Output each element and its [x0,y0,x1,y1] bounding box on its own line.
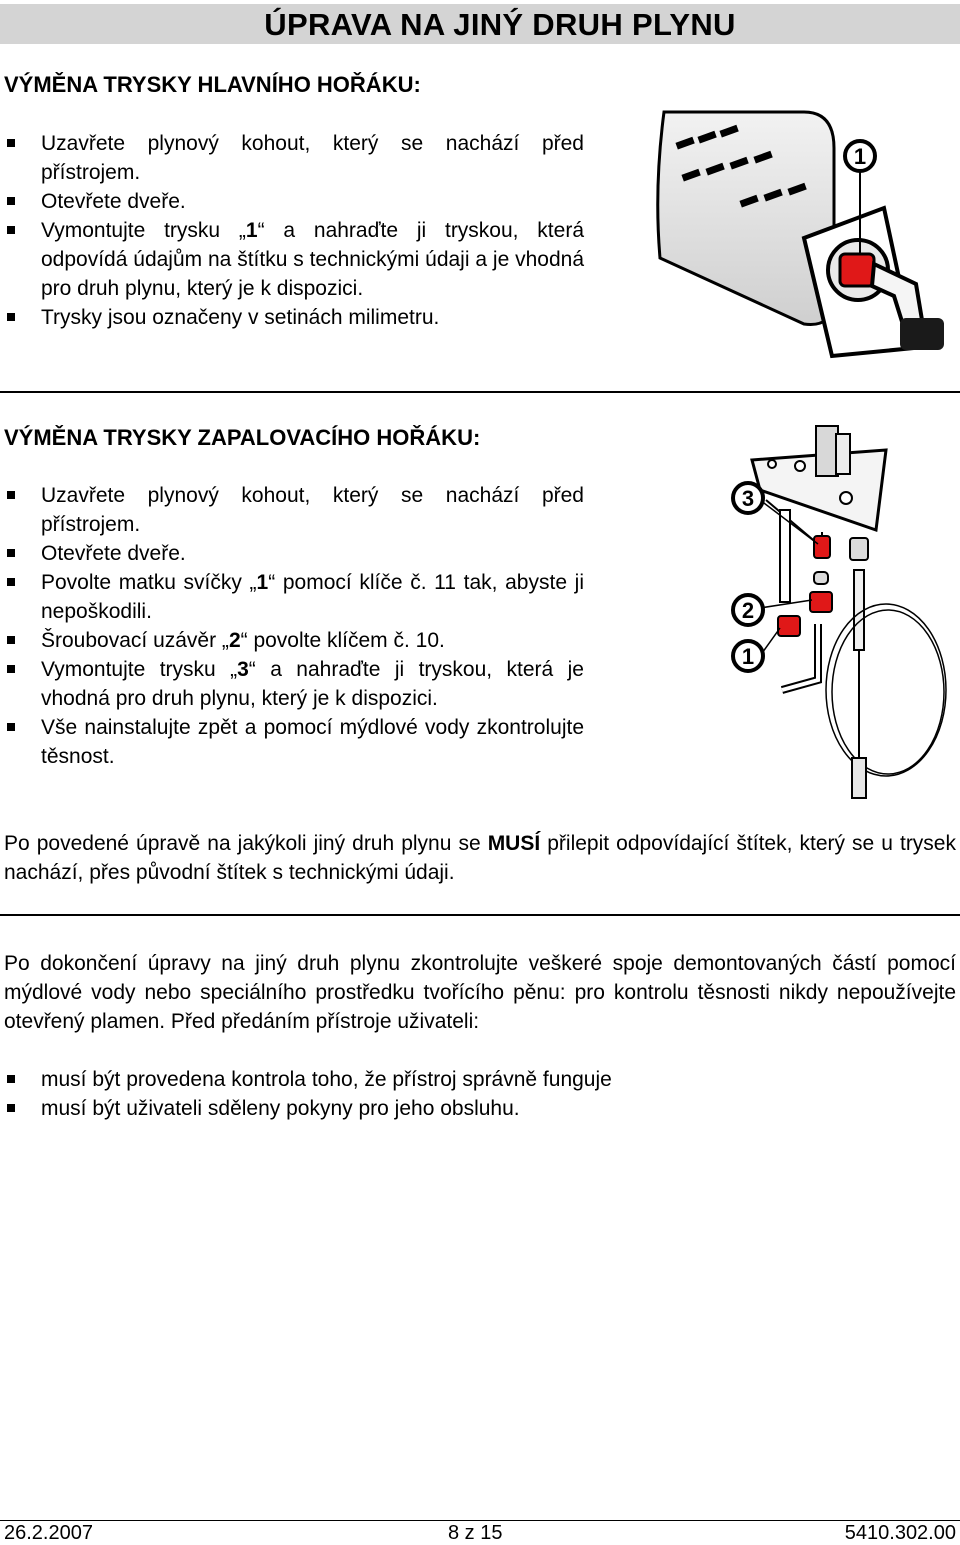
list-item-text-part: Vymontujte trysku „ [41,219,246,242]
section2-heading: VÝMĚNA TRYSKY ZAPALOVACÍHO HOŘÁKU: [4,425,481,450]
callout-3: 3 [741,486,755,511]
list-item-text-part: “ a nahraďte ji tryskou, která je vhodná pro druh plynu, který je k dispozici. [41,658,584,710]
list-item: Otevřete dveře. [0,187,584,216]
main-burner-figure [654,108,950,364]
section1-steps [0,129,584,332]
list-item [0,626,584,655]
title-bar [0,4,960,44]
notice-text: Po povedené úpravě na jakýkoli jiný druh plynu se [4,832,488,855]
list-item [0,655,584,713]
footer-doc-number: 5410.302.00 [844,1522,956,1544]
label-notice [4,829,956,887]
list-item-text-part: Povolte matku svíčky „ [41,571,257,594]
notice-emphasis: MUSÍ [487,832,541,855]
divider [0,914,960,916]
list-item [0,216,584,303]
part-number: 1 [245,219,258,242]
list-item-text-part: Vymontujte trysku „ [41,658,238,681]
callout-1: 1 [741,644,755,669]
list-item-text-part: Šroubovací uzávěr „ [41,629,229,652]
callout-2: 2 [741,598,755,623]
final-paragraph: Po dokončení úpravy na jiný druh plynu zkontrolujte veškeré spoje demontovaných částí pomocí mýdlové vody nebo speciálního prostředku tvořícího pěnu: pro kontrolu těsnosti nikdy nepoužívejte otevřený plamen. Před předáním přístroje uživateli: [4,952,956,1033]
final-checklist [0,1065,900,1123]
list-item-text-part: “ pomocí klíče č. 11 tak, abyste ji nepoškodili. [41,571,584,623]
list-item [0,568,584,626]
pilot-burner-figure [726,420,960,804]
list-item-text-part: “ a nahraďte ji tryskou, která odpovídá údajům na štítku s technickými údaji a je vhodná pro druh plynu, který je k dispozici. [41,219,584,300]
list-item-text-part: “ povolte klíčem č. 10. [240,629,445,652]
callout-1: 1 [853,144,867,169]
list-item: Trysky jsou označeny v setinách milimetru. [0,303,584,332]
list-item: Uzavřete plynový kohout, který se nachází před přístrojem. [0,129,584,187]
section1-heading: VÝMĚNA TRYSKY HLAVNÍHO HOŘÁKU: [4,72,421,97]
page-title: ÚPRAVA NA JINÝ DRUH PLYNU [264,7,736,42]
footer-rule [0,1520,960,1521]
list-item: Uzavřete plynový kohout, který se nachází před přístrojem. [0,481,584,539]
section2-steps [0,481,584,771]
notice-text: přilepit odpovídající štítek, který se u trysek nachází, přes původní štítek s technickými údaji. [4,832,956,884]
part-number: 2 [228,629,241,652]
list-item: musí být provedena kontrola toho, že přístroj správně funguje [0,1065,900,1094]
list-item: Vše nainstalujte zpět a pomocí mýdlové vody zkontrolujte těsnost. [0,713,584,771]
part-number: 3 [237,658,249,681]
footer-date: 26.2.2007 [4,1522,93,1544]
list-item: musí být uživateli sděleny pokyny pro jeho obsluhu. [0,1094,900,1123]
footer-page-number: 8 z 15 [448,1522,503,1544]
list-item: Otevřete dveře. [0,539,584,568]
part-number: 1 [256,571,269,594]
divider [0,391,960,393]
